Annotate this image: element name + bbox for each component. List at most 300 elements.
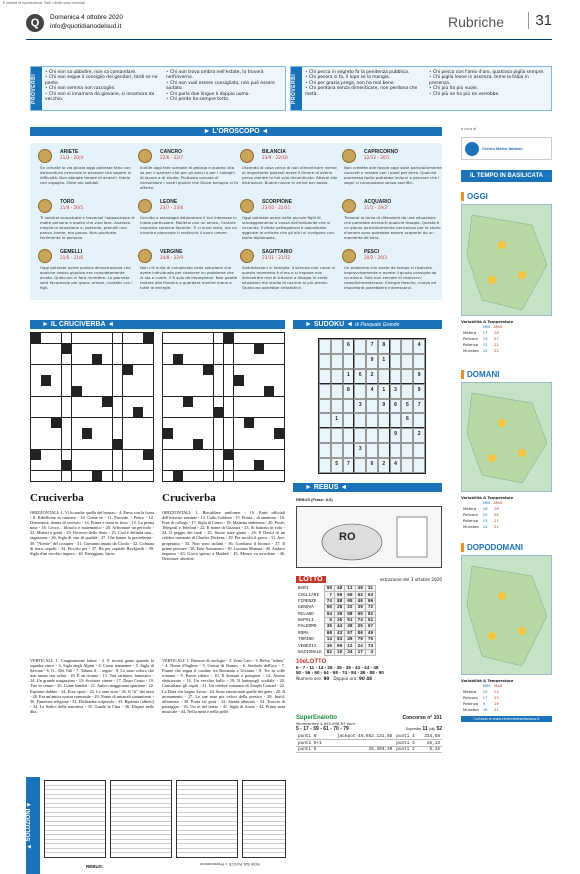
- crossword-cell[interactable]: [193, 354, 203, 364]
- crossword-cell[interactable]: [133, 375, 143, 385]
- crossword-cell[interactable]: [234, 418, 244, 428]
- crossword-cell[interactable]: [102, 450, 112, 460]
- crossword-cell[interactable]: [62, 471, 72, 481]
- sudoku-cell[interactable]: [331, 399, 343, 414]
- crossword-cell[interactable]: [203, 397, 213, 407]
- crossword-cell[interactable]: [274, 375, 284, 385]
- sudoku-cell[interactable]: 5: [331, 458, 343, 473]
- crossword-cell[interactable]: [41, 397, 51, 407]
- sudoku-cell[interactable]: [390, 354, 402, 369]
- crossword-cell[interactable]: [203, 460, 213, 470]
- crossword-cell[interactable]: [214, 471, 224, 481]
- sudoku-cell[interactable]: [331, 354, 343, 369]
- crossword-cell[interactable]: [264, 407, 274, 417]
- sudoku-cell[interactable]: [354, 428, 366, 443]
- crossword-cell[interactable]: [173, 375, 183, 385]
- sudoku-cell[interactable]: [319, 458, 331, 473]
- crossword-cell[interactable]: [203, 407, 213, 417]
- crossword-cell[interactable]: [62, 386, 72, 396]
- crossword-cell[interactable]: [82, 450, 92, 460]
- crossword-cell[interactable]: [51, 450, 61, 460]
- crossword-cell[interactable]: [163, 344, 173, 354]
- crossword-cell[interactable]: [41, 450, 51, 460]
- crossword-cell[interactable]: [123, 333, 133, 343]
- crossword-cell[interactable]: [51, 375, 61, 385]
- crossword-cell[interactable]: [92, 450, 102, 460]
- crossword-cell[interactable]: [203, 365, 213, 375]
- crossword-cell[interactable]: [41, 428, 51, 438]
- sudoku-cell[interactable]: 7: [343, 458, 355, 473]
- crossword-cell[interactable]: [92, 428, 102, 438]
- crossword-cell[interactable]: [92, 407, 102, 417]
- crossword-cell[interactable]: [173, 428, 183, 438]
- sudoku-cell[interactable]: [343, 428, 355, 443]
- crossword-cell[interactable]: [193, 333, 203, 343]
- crossword-cell[interactable]: [62, 450, 72, 460]
- crossword-cell[interactable]: [173, 333, 183, 343]
- crossword-cell[interactable]: [173, 460, 183, 470]
- sudoku-cell[interactable]: [401, 354, 413, 369]
- crossword-cell[interactable]: [123, 354, 133, 364]
- crossword-cell[interactable]: [143, 375, 153, 385]
- crossword-cell[interactable]: [82, 439, 92, 449]
- crossword-cell[interactable]: [82, 354, 92, 364]
- crossword-cell[interactable]: [193, 439, 203, 449]
- crossword-cell[interactable]: [31, 428, 41, 438]
- crossword-cell[interactable]: [102, 471, 112, 481]
- crossword-cell[interactable]: [123, 375, 133, 385]
- sudoku-cell[interactable]: 1: [331, 413, 343, 428]
- crossword-cell[interactable]: [203, 450, 213, 460]
- crossword-cell[interactable]: [264, 471, 274, 481]
- crossword-cell[interactable]: [214, 375, 224, 385]
- sudoku-cell[interactable]: 8: [378, 339, 390, 354]
- crossword-cell[interactable]: [51, 397, 61, 407]
- crossword-cell[interactable]: [234, 354, 244, 364]
- crossword-cell[interactable]: [113, 333, 123, 343]
- crossword-cell[interactable]: [72, 460, 82, 470]
- sudoku-cell[interactable]: 4: [413, 339, 425, 354]
- crossword-cell[interactable]: [113, 439, 123, 449]
- crossword-cell[interactable]: [82, 418, 92, 428]
- crossword-cell[interactable]: [163, 397, 173, 407]
- crossword-cell[interactable]: [72, 386, 82, 396]
- crossword-cell[interactable]: [274, 407, 284, 417]
- crossword-cell[interactable]: [113, 354, 123, 364]
- crossword-cell[interactable]: [234, 471, 244, 481]
- crossword-cell[interactable]: [102, 375, 112, 385]
- sudoku-cell[interactable]: 3: [354, 399, 366, 414]
- crossword-cell[interactable]: [203, 333, 213, 343]
- crossword-cell[interactable]: [82, 460, 92, 470]
- crossword-cell[interactable]: [264, 333, 274, 343]
- crossword-cell[interactable]: [143, 407, 153, 417]
- crossword-cell[interactable]: [102, 428, 112, 438]
- crossword-cell[interactable]: [254, 460, 264, 470]
- crossword-cell[interactable]: [82, 428, 92, 438]
- contact-email[interactable]: info@quotidianodelsud.it: [50, 23, 122, 30]
- crossword-cell[interactable]: [143, 450, 153, 460]
- sudoku-cell[interactable]: [331, 384, 343, 399]
- crossword-cell[interactable]: [254, 471, 264, 481]
- crossword-cell[interactable]: [123, 428, 133, 438]
- crossword-cell[interactable]: [92, 386, 102, 396]
- sudoku-cell[interactable]: [401, 443, 413, 458]
- crossword-cell[interactable]: [143, 344, 153, 354]
- sudoku-cell[interactable]: [354, 384, 366, 399]
- crossword-cell[interactable]: [274, 386, 284, 396]
- sudoku-cell[interactable]: [390, 339, 402, 354]
- crossword-cell[interactable]: [254, 344, 264, 354]
- crossword-cell[interactable]: [143, 418, 153, 428]
- crossword-cell[interactable]: [102, 397, 112, 407]
- crossword-cell[interactable]: [113, 375, 123, 385]
- crossword-cell[interactable]: [133, 397, 143, 407]
- sudoku-cell[interactable]: 4: [390, 458, 402, 473]
- crossword-cell[interactable]: [264, 344, 274, 354]
- crossword-cell[interactable]: [62, 407, 72, 417]
- crossword-cell[interactable]: [234, 365, 244, 375]
- crossword-cell[interactable]: [133, 354, 143, 364]
- crossword-cell[interactable]: [214, 418, 224, 428]
- crossword-cell[interactable]: [123, 397, 133, 407]
- crossword-cell[interactable]: [72, 428, 82, 438]
- sudoku-cell[interactable]: [331, 443, 343, 458]
- crossword-cell[interactable]: [41, 375, 51, 385]
- crossword-cell[interactable]: [163, 354, 173, 364]
- crossword-cell[interactable]: [244, 450, 254, 460]
- crossword-cell[interactable]: [274, 397, 284, 407]
- crossword-cell[interactable]: [203, 418, 213, 428]
- crossword-cell[interactable]: [113, 471, 123, 481]
- crossword-cell[interactable]: [62, 460, 72, 470]
- crossword-cell[interactable]: [72, 365, 82, 375]
- sudoku-cell[interactable]: 5: [401, 399, 413, 414]
- crossword-cell[interactable]: [82, 386, 92, 396]
- crossword-cell[interactable]: [203, 344, 213, 354]
- crossword-cell[interactable]: [163, 428, 173, 438]
- crossword-cell[interactable]: [113, 407, 123, 417]
- crossword-cell[interactable]: [72, 397, 82, 407]
- crossword-cell[interactable]: [234, 428, 244, 438]
- sudoku-cell[interactable]: 6: [366, 458, 378, 473]
- sudoku-cell[interactable]: [401, 428, 413, 443]
- crossword-cell[interactable]: [264, 386, 274, 396]
- sudoku-cell[interactable]: [319, 399, 331, 414]
- sudoku-cell[interactable]: [413, 354, 425, 369]
- sudoku-cell[interactable]: 6: [354, 369, 366, 384]
- sudoku-cell[interactable]: 9: [413, 369, 425, 384]
- crossword-cell[interactable]: [254, 439, 264, 449]
- sudoku-cell[interactable]: [319, 369, 331, 384]
- crossword-cell[interactable]: [224, 471, 234, 481]
- crossword-cell[interactable]: [224, 418, 234, 428]
- crossword-cell[interactable]: [133, 439, 143, 449]
- crossword-cell[interactable]: [244, 397, 254, 407]
- crossword-cell[interactable]: [102, 418, 112, 428]
- crossword-cell[interactable]: [51, 386, 61, 396]
- crossword-cell[interactable]: [193, 344, 203, 354]
- crossword-cell[interactable]: [143, 460, 153, 470]
- crossword-cell[interactable]: [123, 460, 133, 470]
- crossword-cell[interactable]: [224, 344, 234, 354]
- crossword-cell[interactable]: [143, 386, 153, 396]
- crossword-cell[interactable]: [193, 450, 203, 460]
- crossword-cell[interactable]: [72, 439, 82, 449]
- crossword-cell[interactable]: [113, 428, 123, 438]
- crossword-cell[interactable]: [224, 333, 234, 343]
- crossword-cell[interactable]: [102, 439, 112, 449]
- crossword-cell[interactable]: [254, 428, 264, 438]
- sudoku-grid[interactable]: [318, 338, 426, 474]
- crossword-cell[interactable]: [163, 460, 173, 470]
- crossword-cell[interactable]: [133, 460, 143, 470]
- crossword-cell[interactable]: [264, 418, 274, 428]
- sudoku-cell[interactable]: 4: [366, 384, 378, 399]
- crossword-cell[interactable]: [173, 439, 183, 449]
- sudoku-cell[interactable]: [401, 458, 413, 473]
- crossword-cell[interactable]: [31, 407, 41, 417]
- sudoku-cell[interactable]: [354, 413, 366, 428]
- crossword-cell[interactable]: [264, 450, 274, 460]
- crossword-cell[interactable]: [274, 460, 284, 470]
- crossword-cell[interactable]: [82, 471, 92, 481]
- crossword-cell[interactable]: [133, 471, 143, 481]
- sudoku-cell[interactable]: [401, 384, 413, 399]
- crossword-cell[interactable]: [102, 354, 112, 364]
- crossword-cell[interactable]: [72, 354, 82, 364]
- crossword-cell[interactable]: [51, 407, 61, 417]
- crossword-cell[interactable]: [214, 333, 224, 343]
- crossword-cell[interactable]: [163, 450, 173, 460]
- sudoku-cell[interactable]: [319, 339, 331, 354]
- crossword-cell[interactable]: [214, 439, 224, 449]
- sudoku-cell[interactable]: [366, 399, 378, 414]
- crossword-cell[interactable]: [113, 365, 123, 375]
- crossword-cell[interactable]: [72, 344, 82, 354]
- sudoku-cell[interactable]: [319, 413, 331, 428]
- crossword-cell[interactable]: [173, 418, 183, 428]
- crossword-cell[interactable]: [244, 407, 254, 417]
- crossword-cell[interactable]: [92, 344, 102, 354]
- crossword-cell[interactable]: [254, 365, 264, 375]
- crossword-cell[interactable]: [224, 354, 234, 364]
- crossword-cell[interactable]: [203, 354, 213, 364]
- crossword-cell[interactable]: [274, 418, 284, 428]
- crossword-cell[interactable]: [173, 354, 183, 364]
- sudoku-cell[interactable]: [319, 443, 331, 458]
- crossword-cell[interactable]: [82, 407, 92, 417]
- crossword-cell[interactable]: [163, 333, 173, 343]
- crossword-cell[interactable]: [193, 386, 203, 396]
- crossword-cell[interactable]: [274, 439, 284, 449]
- crossword-cell[interactable]: [133, 344, 143, 354]
- crossword-cell[interactable]: [92, 397, 102, 407]
- sudoku-cell[interactable]: 9: [390, 428, 402, 443]
- crossword-cell[interactable]: [41, 471, 51, 481]
- crossword-cell[interactable]: [72, 333, 82, 343]
- crossword-cell[interactable]: [264, 428, 274, 438]
- sudoku-cell[interactable]: [343, 443, 355, 458]
- crossword-cell[interactable]: [133, 428, 143, 438]
- crossword-cell[interactable]: [173, 365, 183, 375]
- sudoku-cell[interactable]: [413, 458, 425, 473]
- crossword-cell[interactable]: [113, 386, 123, 396]
- sudoku-cell[interactable]: [319, 428, 331, 443]
- crossword-cell[interactable]: [193, 428, 203, 438]
- crossword-cell[interactable]: [244, 386, 254, 396]
- crossword-cell[interactable]: [214, 450, 224, 460]
- crossword-cell[interactable]: [31, 397, 41, 407]
- crossword-cell[interactable]: [234, 439, 244, 449]
- sudoku-cell[interactable]: [343, 354, 355, 369]
- crossword-cell[interactable]: [264, 460, 274, 470]
- crossword-cell[interactable]: [113, 460, 123, 470]
- crossword-cell[interactable]: [274, 333, 284, 343]
- crossword-cell[interactable]: [183, 397, 193, 407]
- crossword-cell[interactable]: [123, 365, 133, 375]
- crossword-cell[interactable]: [234, 344, 244, 354]
- crossword-cell[interactable]: [244, 344, 254, 354]
- sudoku-cell[interactable]: [343, 413, 355, 428]
- crossword-cell[interactable]: [31, 439, 41, 449]
- crossword-cell[interactable]: [244, 428, 254, 438]
- crossword-cell[interactable]: [274, 450, 284, 460]
- crossword-cell[interactable]: [163, 439, 173, 449]
- crossword-cell[interactable]: [41, 407, 51, 417]
- crossword-cell[interactable]: [123, 386, 133, 396]
- sudoku-cell[interactable]: [366, 413, 378, 428]
- sudoku-cell[interactable]: 6: [390, 399, 402, 414]
- crossword-cell[interactable]: [274, 344, 284, 354]
- crossword-cell[interactable]: [254, 407, 264, 417]
- sudoku-cell[interactable]: 2: [366, 369, 378, 384]
- crossword-cell[interactable]: [193, 418, 203, 428]
- crossword-cell[interactable]: [203, 471, 213, 481]
- crossword-cell[interactable]: [264, 354, 274, 364]
- crossword-cell[interactable]: [244, 375, 254, 385]
- crossword-cell[interactable]: [143, 354, 153, 364]
- crossword-cell[interactable]: [92, 333, 102, 343]
- crossword-cell[interactable]: [31, 386, 41, 396]
- crossword-cell[interactable]: [244, 418, 254, 428]
- crossword-cell[interactable]: [224, 460, 234, 470]
- crossword-cell[interactable]: [51, 333, 61, 343]
- crossword-cell[interactable]: [41, 333, 51, 343]
- crossword-cell[interactable]: [264, 439, 274, 449]
- crossword-cell[interactable]: [102, 333, 112, 343]
- crossword-cell[interactable]: [82, 397, 92, 407]
- sudoku-cell[interactable]: 2: [413, 428, 425, 443]
- crossword-cell[interactable]: [82, 365, 92, 375]
- crossword-cell[interactable]: [51, 460, 61, 470]
- sudoku-cell[interactable]: 3: [354, 443, 366, 458]
- crossword-cell[interactable]: [193, 397, 203, 407]
- crossword-cell[interactable]: [203, 386, 213, 396]
- crossword-cell[interactable]: [102, 344, 112, 354]
- crossword-cell[interactable]: [143, 439, 153, 449]
- sudoku-cell[interactable]: [366, 443, 378, 458]
- crossword-cell[interactable]: [82, 344, 92, 354]
- sudoku-cell[interactable]: 1: [378, 384, 390, 399]
- crossword-cell[interactable]: [214, 460, 224, 470]
- sudoku-cell[interactable]: 9: [378, 399, 390, 414]
- crossword-cell[interactable]: [274, 354, 284, 364]
- crossword-cell[interactable]: [264, 365, 274, 375]
- sudoku-cell[interactable]: [378, 369, 390, 384]
- crossword-cell[interactable]: [62, 354, 72, 364]
- crossword-cell[interactable]: [113, 450, 123, 460]
- sudoku-cell[interactable]: 7: [413, 399, 425, 414]
- crossword-cell[interactable]: [183, 333, 193, 343]
- crossword-cell[interactable]: [254, 386, 264, 396]
- crossword-cell[interactable]: [102, 386, 112, 396]
- sudoku-cell[interactable]: 8: [343, 384, 355, 399]
- crossword-cell[interactable]: [113, 418, 123, 428]
- sudoku-cell[interactable]: 9: [366, 354, 378, 369]
- crossword-cell[interactable]: [163, 418, 173, 428]
- sudoku-cell[interactable]: [354, 458, 366, 473]
- crossword-cell[interactable]: [72, 450, 82, 460]
- crossword-cell[interactable]: [92, 365, 102, 375]
- crossword-cell[interactable]: [31, 354, 41, 364]
- crossword-cell[interactable]: [274, 428, 284, 438]
- crossword-cell[interactable]: [214, 397, 224, 407]
- sudoku-cell[interactable]: 2: [378, 458, 390, 473]
- crossword-cell[interactable]: [31, 418, 41, 428]
- crossword-cell[interactable]: [183, 471, 193, 481]
- crossword-cell[interactable]: [123, 471, 133, 481]
- crossword-grid[interactable]: [30, 332, 154, 482]
- crossword-cell[interactable]: [143, 428, 153, 438]
- crossword-cell[interactable]: [62, 439, 72, 449]
- crossword-cell[interactable]: [133, 450, 143, 460]
- crossword-cell[interactable]: [183, 460, 193, 470]
- crossword-cell[interactable]: [183, 375, 193, 385]
- crossword-cell[interactable]: [224, 407, 234, 417]
- crossword-cell[interactable]: [214, 386, 224, 396]
- crossword-cell[interactable]: [102, 365, 112, 375]
- crossword-cell[interactable]: [244, 471, 254, 481]
- crossword-cell[interactable]: [264, 375, 274, 385]
- crossword-cell[interactable]: [41, 386, 51, 396]
- crossword-cell[interactable]: [51, 471, 61, 481]
- crossword-cell[interactable]: [82, 333, 92, 343]
- crossword-cell[interactable]: [123, 439, 133, 449]
- crossword-cell[interactable]: [72, 471, 82, 481]
- crossword-cell[interactable]: [123, 450, 133, 460]
- crossword-cell[interactable]: [133, 418, 143, 428]
- crossword-cell[interactable]: [193, 471, 203, 481]
- sudoku-cell[interactable]: [401, 369, 413, 384]
- sudoku-cell[interactable]: 7: [366, 339, 378, 354]
- crossword-cell[interactable]: [274, 471, 284, 481]
- crossword-cell[interactable]: [254, 397, 264, 407]
- crossword-cell[interactable]: [214, 407, 224, 417]
- crossword-cell[interactable]: [92, 354, 102, 364]
- sudoku-cell[interactable]: [390, 443, 402, 458]
- crossword-cell[interactable]: [224, 450, 234, 460]
- sudoku-cell[interactable]: 6: [343, 339, 355, 354]
- crossword-cell[interactable]: [123, 407, 133, 417]
- crossword-cell[interactable]: [254, 450, 264, 460]
- crossword-cell[interactable]: [183, 428, 193, 438]
- crossword-cell[interactable]: [254, 375, 264, 385]
- sudoku-cell[interactable]: [390, 413, 402, 428]
- crossword-cell[interactable]: [92, 439, 102, 449]
- crossword-cell[interactable]: [224, 397, 234, 407]
- sudoku-cell[interactable]: [413, 443, 425, 458]
